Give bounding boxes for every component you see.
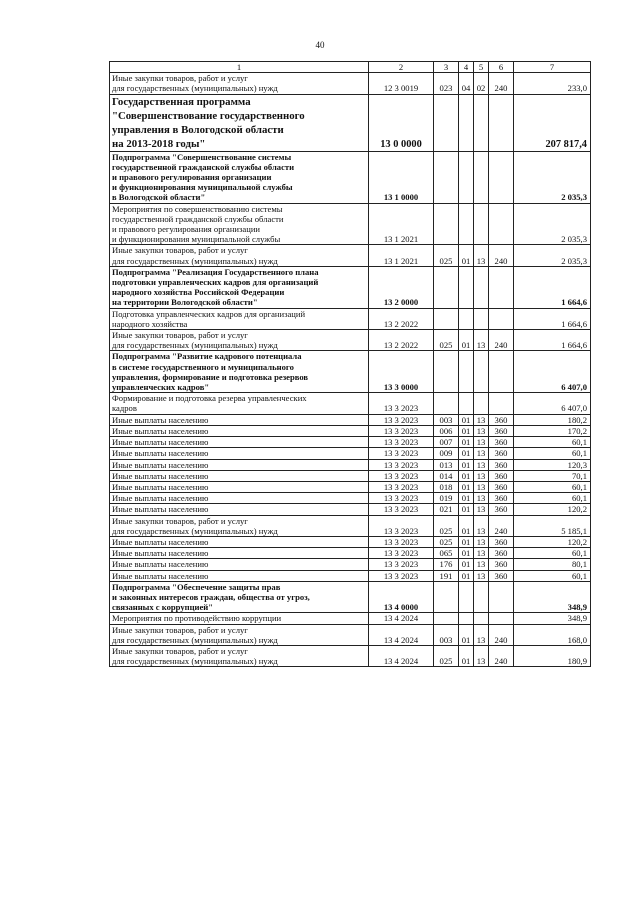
column-4-cell: 01 [459, 515, 474, 536]
column-6-cell: 240 [489, 245, 514, 266]
column-5-cell [474, 581, 489, 613]
column-5-cell: 13 [474, 425, 489, 436]
row-name-line: Подпрограмма "Совершенствование системы [112, 151, 292, 162]
amount-cell: 1 664,6 [514, 308, 591, 329]
row-name-line: в системе государственного и муниципального [112, 361, 294, 372]
code-cell: 13 3 2023 [369, 393, 434, 414]
column-6-cell [489, 203, 514, 245]
row-name-cell [110, 493, 369, 504]
code-cell: 13 3 2023 [369, 448, 434, 459]
row-name-cell [110, 570, 369, 581]
row-name-line: Иные выплаты населению [112, 536, 209, 547]
row-name-line: Подпрограмма "Развитие кадрового потенциала [112, 351, 302, 362]
amount-cell: 60,1 [514, 481, 591, 492]
amount-cell: 60,1 [514, 570, 591, 581]
column-header: 7 [514, 62, 591, 73]
column-5-cell: 13 [474, 624, 489, 645]
column-6-cell [489, 151, 514, 203]
row-name-line: Иные выплаты населению [112, 425, 209, 436]
column-header: 5 [474, 62, 489, 73]
row-name-cell [110, 308, 369, 329]
column-6-cell: 240 [489, 73, 514, 94]
column-6-cell: 360 [489, 414, 514, 425]
column-header: 6 [489, 62, 514, 73]
amount-cell: 60,1 [514, 437, 591, 448]
code-cell: 13 1 2021 [369, 245, 434, 266]
table-row [110, 203, 591, 245]
amount-cell: 60,1 [514, 548, 591, 559]
column-5-cell: 13 [474, 493, 489, 504]
column-3-cell [434, 351, 459, 393]
column-6-cell [489, 393, 514, 414]
row-name-cell [110, 481, 369, 492]
table-row [110, 308, 591, 329]
column-6-cell: 360 [489, 481, 514, 492]
row-name-line: "Совершенствование государственного [112, 109, 305, 122]
column-3-cell: 006 [434, 425, 459, 436]
table-row [110, 94, 591, 151]
amount-cell: 2 035,3 [514, 203, 591, 245]
table-row [110, 515, 591, 536]
column-6-cell: 360 [489, 448, 514, 459]
column-header: 4 [459, 62, 474, 73]
code-cell: 13 4 0000 [369, 581, 434, 613]
column-4-cell [459, 203, 474, 245]
code-cell: 13 3 2023 [369, 470, 434, 481]
row-name-cell [110, 94, 369, 151]
column-3-cell [434, 94, 459, 151]
row-name-line: и функционирования муниципальной службы [112, 234, 281, 245]
column-4-cell [459, 308, 474, 329]
table-row [110, 548, 591, 559]
column-4-cell [459, 581, 474, 613]
column-6-cell: 360 [489, 493, 514, 504]
column-4-cell: 01 [459, 448, 474, 459]
row-name-cell [110, 266, 369, 308]
row-name-cell [110, 624, 369, 645]
column-3-cell [434, 203, 459, 245]
column-6-cell: 360 [489, 437, 514, 448]
column-3-cell: 009 [434, 448, 459, 459]
row-name-cell [110, 548, 369, 559]
column-4-cell: 01 [459, 493, 474, 504]
column-3-cell: 013 [434, 459, 459, 470]
row-name-line: для государственных (муниципальных) нужд [112, 634, 278, 645]
column-3-cell: 023 [434, 73, 459, 94]
table-row [110, 481, 591, 492]
column-6-cell: 240 [489, 330, 514, 351]
column-4-cell [459, 94, 474, 151]
amount-cell: 1 664,6 [514, 330, 591, 351]
row-name-cell [110, 245, 369, 266]
row-name-line: Подпрограмма "Реализация Государственного плана [112, 266, 319, 277]
column-5-cell: 13 [474, 570, 489, 581]
table-row [110, 245, 591, 266]
row-name-line: Иные закупки товаров, работ и услуг [112, 515, 248, 526]
row-name-line: для государственных (муниципальных) нужд [112, 340, 278, 351]
row-name-line: Иные выплаты населению [112, 570, 209, 581]
row-name-line: Подпрограмма "Обеспечение защиты прав [112, 581, 281, 592]
column-5-cell: 13 [474, 645, 489, 666]
row-name-cell [110, 425, 369, 436]
amount-cell: 207 817,4 [514, 94, 591, 151]
column-header: 1 [110, 62, 369, 73]
column-5-cell [474, 151, 489, 203]
code-cell: 13 3 2023 [369, 459, 434, 470]
amount-cell: 168,0 [514, 624, 591, 645]
row-name-line: Иные закупки товаров, работ и услуг [112, 73, 248, 84]
row-name-line: Иные закупки товаров, работ и услуг [112, 624, 248, 635]
row-name-cell [110, 645, 369, 666]
amount-cell: 1 664,6 [514, 266, 591, 308]
row-name-line: Подготовка управленческих кадров для организаций [112, 308, 306, 319]
column-5-cell: 13 [474, 459, 489, 470]
row-name-line: для государственных (муниципальных) нужд [112, 525, 278, 536]
column-3-cell: 021 [434, 504, 459, 515]
code-cell: 13 1 0000 [369, 151, 434, 203]
amount-cell: 80,1 [514, 559, 591, 570]
column-6-cell: 360 [489, 470, 514, 481]
column-6-cell [489, 308, 514, 329]
column-5-cell [474, 393, 489, 414]
code-cell: 13 4 2024 [369, 624, 434, 645]
row-name-cell [110, 151, 369, 203]
column-6-cell: 360 [489, 559, 514, 570]
code-cell: 13 3 2023 [369, 536, 434, 547]
row-name-cell [110, 470, 369, 481]
column-3-cell: 003 [434, 624, 459, 645]
column-4-cell: 01 [459, 624, 474, 645]
row-name-line: Иные закупки товаров, работ и услуг [112, 330, 248, 341]
row-name-line: управления в Вологодской области [112, 123, 284, 136]
table-row [110, 266, 591, 308]
code-cell: 13 3 0000 [369, 351, 434, 393]
column-5-cell [474, 351, 489, 393]
row-name-cell [110, 536, 369, 547]
row-name-line: Иные выплаты населению [112, 504, 209, 515]
row-name-cell [110, 613, 369, 624]
column-3-cell: 025 [434, 536, 459, 547]
row-name-cell [110, 351, 369, 393]
column-5-cell: 13 [474, 515, 489, 536]
code-cell: 13 3 2023 [369, 515, 434, 536]
column-6-cell: 240 [489, 645, 514, 666]
column-5-cell: 13 [474, 548, 489, 559]
column-5-cell: 13 [474, 330, 489, 351]
row-name-line: для государственных (муниципальных) нужд [112, 656, 278, 667]
column-3-cell: 018 [434, 481, 459, 492]
column-5-cell [474, 203, 489, 245]
amount-cell: 6 407,0 [514, 393, 591, 414]
column-3-cell: 191 [434, 570, 459, 581]
table-row [110, 624, 591, 645]
code-cell: 13 1 2021 [369, 203, 434, 245]
row-name-line: Государственная программа [112, 95, 251, 108]
column-3-cell [434, 613, 459, 624]
row-name-cell [110, 581, 369, 613]
column-5-cell [474, 266, 489, 308]
column-5-cell: 13 [474, 504, 489, 515]
column-5-cell: 13 [474, 481, 489, 492]
table-row [110, 559, 591, 570]
column-4-cell [459, 151, 474, 203]
column-4-cell: 01 [459, 414, 474, 425]
row-name-line: на 2013-2018 годы" [112, 137, 206, 150]
row-name-cell [110, 504, 369, 515]
code-cell: 13 3 2023 [369, 437, 434, 448]
code-cell: 13 3 2023 [369, 414, 434, 425]
column-3-cell: 019 [434, 493, 459, 504]
code-cell: 13 3 2023 [369, 559, 434, 570]
row-name-line: и правового регулирования организации [112, 172, 272, 183]
table-row [110, 504, 591, 515]
table-row [110, 613, 591, 624]
column-6-cell: 360 [489, 459, 514, 470]
column-3-cell [434, 581, 459, 613]
row-name-line: и функционирования муниципальной службы [112, 182, 293, 193]
code-cell: 13 2 2022 [369, 308, 434, 329]
column-4-cell [459, 351, 474, 393]
row-name-line: и законных интересов граждан, общества от угроз, [112, 591, 310, 602]
column-3-cell: 014 [434, 470, 459, 481]
column-header: 2 [369, 62, 434, 73]
column-5-cell [474, 308, 489, 329]
column-4-cell: 01 [459, 548, 474, 559]
row-name-line: государственной гражданской службы области [112, 213, 284, 224]
row-name-line: Иные закупки товаров, работ и услуг [112, 245, 248, 256]
column-3-cell: 003 [434, 414, 459, 425]
column-4-cell [459, 393, 474, 414]
row-name-cell [110, 330, 369, 351]
row-name-cell [110, 203, 369, 245]
table-row [110, 570, 591, 581]
table-row [110, 351, 591, 393]
column-6-cell: 360 [489, 548, 514, 559]
amount-cell: 180,9 [514, 645, 591, 666]
code-cell: 13 3 2023 [369, 548, 434, 559]
row-name-line: Иные выплаты населению [112, 414, 209, 425]
row-name-line: Иные выплаты населению [112, 437, 209, 448]
table-header-row [110, 62, 591, 73]
column-4-cell: 01 [459, 536, 474, 547]
column-3-cell [434, 266, 459, 308]
amount-cell: 120,2 [514, 536, 591, 547]
table-row [110, 470, 591, 481]
table-row [110, 645, 591, 666]
column-5-cell: 13 [474, 245, 489, 266]
column-6-cell [489, 351, 514, 393]
code-cell: 12 3 0019 [369, 73, 434, 94]
column-5-cell: 02 [474, 73, 489, 94]
column-5-cell: 13 [474, 414, 489, 425]
column-6-cell: 240 [489, 624, 514, 645]
table-row [110, 536, 591, 547]
row-name-line: для государственных (муниципальных) нужд [112, 255, 278, 266]
code-cell: 13 2 0000 [369, 266, 434, 308]
row-name-line: Иные выплаты населению [112, 548, 209, 559]
column-4-cell: 01 [459, 504, 474, 515]
code-cell: 13 4 2024 [369, 613, 434, 624]
row-name-line: связанных с коррупцией" [112, 602, 214, 613]
amount-cell: 70,1 [514, 470, 591, 481]
table-row [110, 330, 591, 351]
code-cell: 13 3 2023 [369, 570, 434, 581]
column-3-cell: 025 [434, 245, 459, 266]
column-4-cell [459, 613, 474, 624]
column-4-cell: 01 [459, 330, 474, 351]
amount-cell: 6 407,0 [514, 351, 591, 393]
row-name-line: на территории Вологодской области" [112, 297, 258, 308]
column-header: 3 [434, 62, 459, 73]
column-6-cell [489, 613, 514, 624]
row-name-line: подготовки управленческих кадров для организаций [112, 277, 319, 288]
amount-cell: 2 035,3 [514, 151, 591, 203]
column-6-cell: 360 [489, 504, 514, 515]
table-row [110, 151, 591, 203]
code-cell: 13 3 2023 [369, 481, 434, 492]
code-cell: 13 3 2023 [369, 504, 434, 515]
amount-cell: 120,3 [514, 459, 591, 470]
column-6-cell: 360 [489, 425, 514, 436]
table-row [110, 414, 591, 425]
row-name-line: Иные выплаты населению [112, 493, 209, 504]
column-3-cell [434, 393, 459, 414]
column-4-cell: 01 [459, 470, 474, 481]
amount-cell: 348,9 [514, 581, 591, 613]
row-name-line: кадров [112, 403, 137, 414]
column-5-cell [474, 613, 489, 624]
table-row [110, 493, 591, 504]
row-name-line: Иные выплаты населению [112, 559, 209, 570]
row-name-cell [110, 448, 369, 459]
column-4-cell: 01 [459, 425, 474, 436]
column-5-cell: 13 [474, 470, 489, 481]
column-4-cell: 01 [459, 559, 474, 570]
row-name-line: управления, формирование и подготовка резервов [112, 371, 309, 382]
column-3-cell: 007 [434, 437, 459, 448]
column-3-cell [434, 308, 459, 329]
row-name-cell [110, 437, 369, 448]
column-5-cell: 13 [474, 437, 489, 448]
row-name-cell [110, 393, 369, 414]
column-4-cell [459, 266, 474, 308]
row-name-cell [110, 515, 369, 536]
column-5-cell: 13 [474, 536, 489, 547]
row-name-line: Иные выплаты населению [112, 459, 209, 470]
column-3-cell: 065 [434, 548, 459, 559]
code-cell: 13 3 2023 [369, 425, 434, 436]
column-6-cell [489, 266, 514, 308]
code-cell: 13 0 0000 [369, 94, 434, 151]
column-5-cell: 13 [474, 559, 489, 570]
row-name-line: Иные выплаты населению [112, 470, 209, 481]
column-5-cell [474, 94, 489, 151]
amount-cell: 233,0 [514, 73, 591, 94]
amount-cell: 348,9 [514, 613, 591, 624]
column-6-cell: 360 [489, 570, 514, 581]
row-name-line: Иные выплаты населению [112, 481, 209, 492]
code-cell: 13 3 2023 [369, 493, 434, 504]
row-name-line: в Вологодской области" [112, 192, 206, 203]
budget-table [109, 61, 591, 667]
amount-cell: 60,1 [514, 493, 591, 504]
amount-cell: 170,2 [514, 425, 591, 436]
row-name-line: Мероприятия по совершенствованию системы [112, 203, 283, 214]
amount-cell: 60,1 [514, 448, 591, 459]
row-name-line: Иные закупки товаров, работ и услуг [112, 645, 248, 656]
row-name-cell [110, 73, 369, 94]
row-name-line: Иные выплаты населению [112, 448, 209, 459]
row-name-cell [110, 559, 369, 570]
column-6-cell: 360 [489, 536, 514, 547]
column-3-cell: 176 [434, 559, 459, 570]
row-name-line: народного хозяйства Российской Федерации [112, 287, 285, 298]
column-6-cell [489, 581, 514, 613]
page-number: 40 [315, 40, 325, 50]
code-cell: 13 4 2024 [369, 645, 434, 666]
column-4-cell: 01 [459, 437, 474, 448]
row-name-line: народного хозяйства [112, 318, 188, 329]
row-name-line: государственной гражданской службы области [112, 161, 295, 172]
table-row [110, 437, 591, 448]
column-3-cell: 025 [434, 330, 459, 351]
row-name-line: управленческих кадров" [112, 382, 210, 393]
column-4-cell: 01 [459, 245, 474, 266]
code-cell: 13 2 2022 [369, 330, 434, 351]
column-3-cell [434, 151, 459, 203]
table-row [110, 393, 591, 414]
amount-cell: 180,2 [514, 414, 591, 425]
column-4-cell: 01 [459, 570, 474, 581]
row-name-cell [110, 459, 369, 470]
table-row [110, 73, 591, 94]
row-name-line: Формирование и подготовка резерва управленческих [112, 393, 307, 404]
row-name-line: Мероприятия по противодействию коррупции [112, 613, 282, 624]
amount-cell: 2 035,3 [514, 245, 591, 266]
table-row [110, 581, 591, 613]
row-name-cell [110, 414, 369, 425]
column-4-cell: 04 [459, 73, 474, 94]
column-6-cell [489, 94, 514, 151]
column-4-cell: 01 [459, 459, 474, 470]
table-row [110, 425, 591, 436]
amount-cell: 120,2 [514, 504, 591, 515]
column-3-cell: 025 [434, 515, 459, 536]
column-4-cell: 01 [459, 481, 474, 492]
row-name-line: для государственных (муниципальных) нужд [112, 83, 278, 94]
column-5-cell: 13 [474, 448, 489, 459]
column-3-cell: 025 [434, 645, 459, 666]
column-6-cell: 240 [489, 515, 514, 536]
amount-cell: 5 185,1 [514, 515, 591, 536]
table-row [110, 459, 591, 470]
row-name-line: и правового регулирования организации [112, 224, 261, 235]
column-4-cell: 01 [459, 645, 474, 666]
table-row [110, 448, 591, 459]
